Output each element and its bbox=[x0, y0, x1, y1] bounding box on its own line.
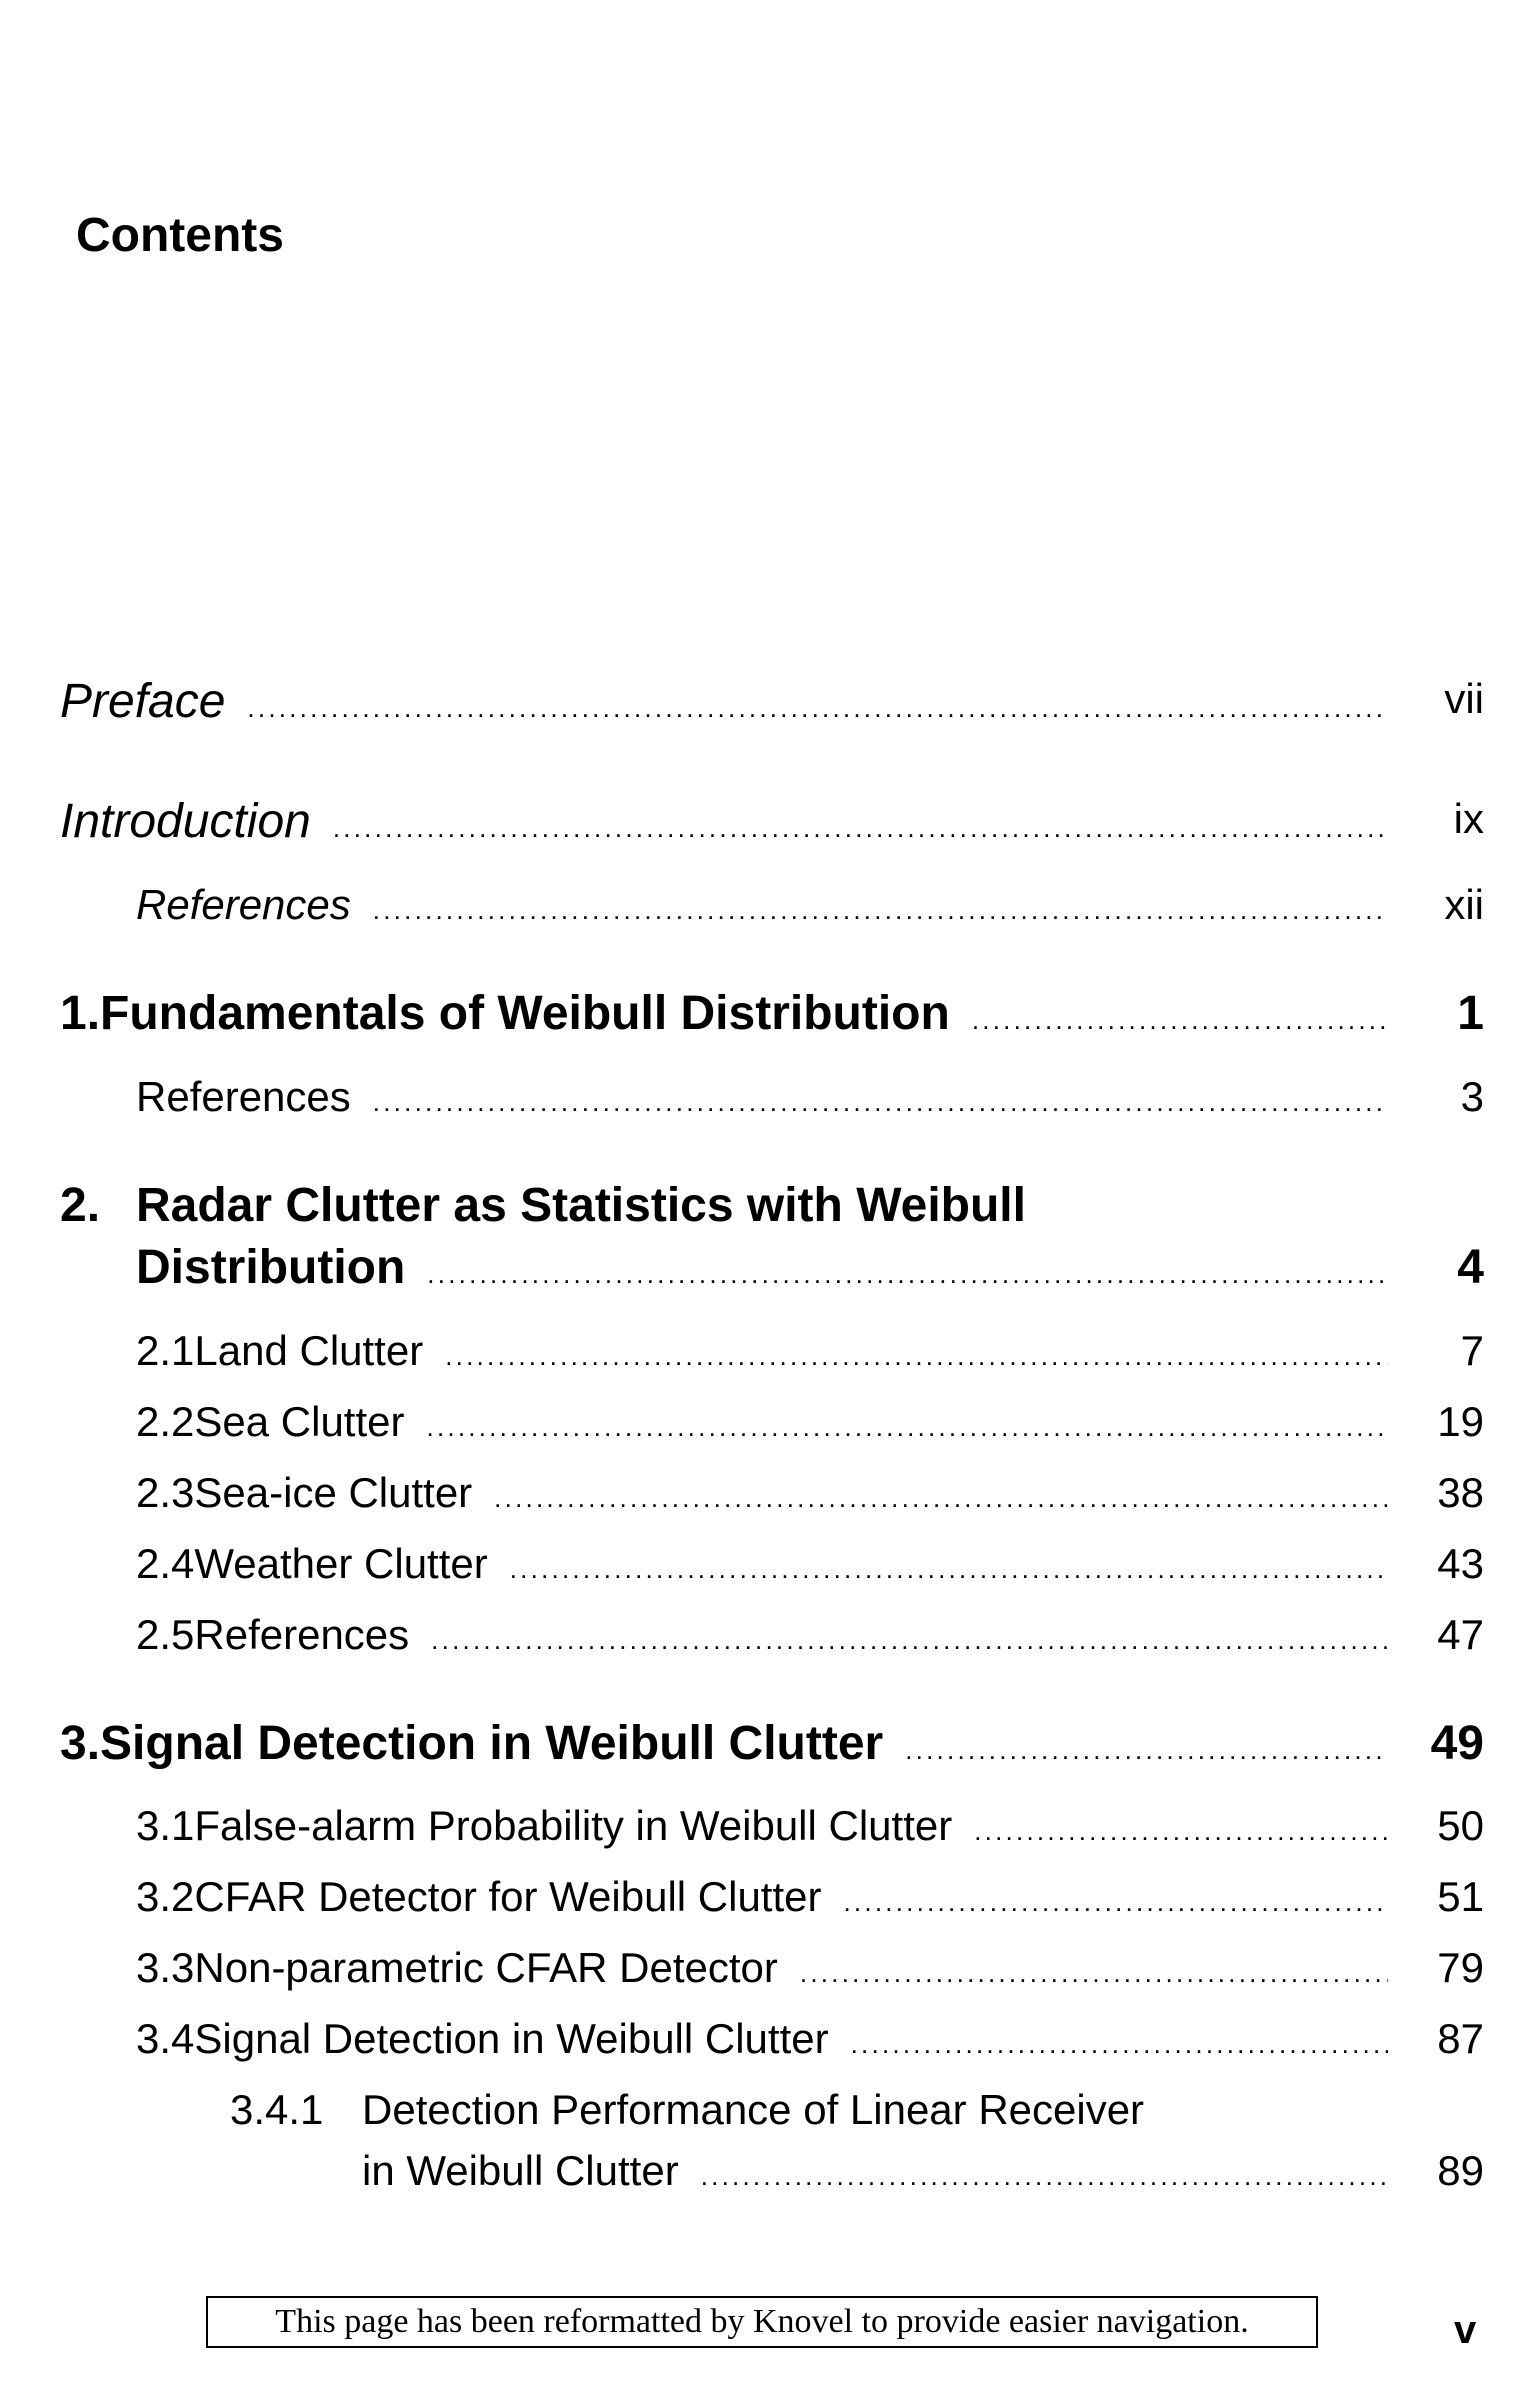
toc-label: Signal Detection in Weibull Clutter bbox=[194, 2015, 829, 2062]
toc-page: 1 bbox=[1457, 987, 1484, 1040]
toc-entry-ch1-references[interactable] bbox=[136, 1073, 1484, 1120]
toc-page: 7 bbox=[1460, 1327, 1484, 1374]
toc-entry-chapter-1[interactable] bbox=[60, 987, 1484, 1040]
toc-number: 2.4 bbox=[136, 1540, 195, 1587]
toc-label: Fundamentals of Weibull Distribution bbox=[100, 987, 950, 1040]
toc-number: 2.5 bbox=[136, 1611, 195, 1658]
leader-dots bbox=[373, 897, 1388, 923]
toc-label: Non-parametric CFAR Detector bbox=[194, 1944, 778, 1991]
toc-label: Detection Performance of Linear Receiver bbox=[362, 2086, 1145, 2133]
leader-dots bbox=[333, 815, 1388, 841]
toc-entry-3-4-1-line1[interactable] bbox=[230, 2086, 1145, 2133]
toc-label: Sea Clutter bbox=[194, 1398, 405, 1445]
leader-dots bbox=[494, 1485, 1388, 1511]
toc-label: Preface bbox=[60, 675, 226, 728]
toc-label: False-alarm Probability in Weibull Clutter bbox=[194, 1802, 953, 1849]
toc-entry-2-4[interactable] bbox=[136, 1540, 1484, 1587]
leader-dots bbox=[427, 1414, 1389, 1440]
toc-number: 3.4.1 bbox=[230, 2086, 324, 2133]
toc-label: References bbox=[136, 1073, 351, 1120]
toc-label: Sea-ice Clutter bbox=[194, 1469, 473, 1516]
toc-number: 3.1 bbox=[136, 1802, 195, 1849]
toc-entry-intro-references[interactable] bbox=[136, 881, 1484, 928]
toc-page: 3 bbox=[1460, 1073, 1484, 1120]
toc-page: 4 bbox=[1457, 1241, 1484, 1294]
leader-dots bbox=[701, 2163, 1388, 2189]
toc-entry-3-3[interactable] bbox=[136, 1944, 1484, 1991]
toc-number: 3.4 bbox=[136, 2015, 195, 2062]
toc-entry-2-3[interactable] bbox=[136, 1469, 1484, 1516]
toc-entry-2-2[interactable] bbox=[136, 1398, 1484, 1445]
toc-label: CFAR Detector for Weibull Clutter bbox=[194, 1873, 822, 1920]
page-title: Contents bbox=[76, 209, 284, 262]
toc-label: References bbox=[194, 1611, 410, 1658]
toc-label: Land Clutter bbox=[194, 1327, 424, 1374]
toc-entry-3-4-1-line2[interactable] bbox=[362, 2147, 1484, 2194]
toc-entry-3-4[interactable] bbox=[136, 2015, 1484, 2062]
knovel-note: This page has been reformatted by Knovel to provide easier navigation. bbox=[206, 2296, 1318, 2348]
leader-dots bbox=[843, 1889, 1388, 1915]
toc-label: Signal Detection in Weibull Clutter bbox=[100, 1717, 884, 1770]
toc-entry-preface[interactable] bbox=[60, 675, 1484, 728]
toc-label: in Weibull Clutter bbox=[362, 2147, 679, 2194]
toc-page: 50 bbox=[1437, 1802, 1484, 1849]
toc-label: Weather Clutter bbox=[194, 1540, 488, 1587]
toc-entry-3-2[interactable] bbox=[136, 1873, 1484, 1920]
toc-number: 2.1 bbox=[136, 1327, 195, 1374]
toc-label: Distribution bbox=[136, 1241, 406, 1294]
toc-page: 49 bbox=[1430, 1717, 1484, 1770]
leader-dots bbox=[972, 1007, 1388, 1033]
toc-entry-introduction[interactable] bbox=[60, 795, 1484, 848]
toc-label: Radar Clutter as Statistics with Weibull bbox=[136, 1179, 1026, 1232]
toc-number: 3.3 bbox=[136, 1944, 195, 1991]
toc-number: 2.2 bbox=[136, 1398, 195, 1445]
toc-page: 19 bbox=[1437, 1398, 1484, 1445]
page-number: v bbox=[1454, 2308, 1477, 2352]
leader-dots bbox=[373, 1089, 1388, 1115]
toc-entry-chapter-2-line1[interactable] bbox=[60, 1179, 1026, 1232]
toc-number: 3. bbox=[60, 1717, 101, 1770]
leader-dots bbox=[431, 1627, 1388, 1653]
leader-dots bbox=[247, 695, 1388, 721]
leader-dots bbox=[974, 1818, 1388, 1844]
leader-dots bbox=[851, 2031, 1388, 2057]
toc-label: References bbox=[136, 881, 351, 928]
toc-page: 43 bbox=[1437, 1540, 1484, 1587]
toc-label: Introduction bbox=[60, 795, 311, 848]
leader-dots bbox=[510, 1556, 1388, 1582]
toc-entry-chapter-2-line2[interactable] bbox=[136, 1241, 1484, 1294]
toc-page: 87 bbox=[1437, 2015, 1484, 2062]
toc-page: 47 bbox=[1437, 1611, 1484, 1658]
leader-dots bbox=[800, 1960, 1388, 1986]
toc-entry-3-1[interactable] bbox=[136, 1802, 1484, 1849]
toc-page: 79 bbox=[1437, 1944, 1484, 1991]
toc-number: 1. bbox=[60, 987, 101, 1040]
leader-dots bbox=[427, 1261, 1388, 1287]
toc-page: 51 bbox=[1437, 1873, 1484, 1920]
toc-entry-2-1[interactable] bbox=[136, 1327, 1484, 1374]
toc-page: xii bbox=[1444, 881, 1484, 928]
toc-page: vii bbox=[1444, 675, 1484, 722]
leader-dots bbox=[905, 1737, 1388, 1763]
toc-number: 2.3 bbox=[136, 1469, 195, 1516]
leader-dots bbox=[445, 1343, 1388, 1369]
toc-page: 89 bbox=[1437, 2147, 1484, 2194]
toc-number: 2. bbox=[60, 1179, 101, 1232]
toc-page: ix bbox=[1453, 795, 1484, 842]
toc-page: 38 bbox=[1437, 1469, 1484, 1516]
toc-entry-2-5[interactable] bbox=[136, 1611, 1484, 1658]
toc-entry-chapter-3[interactable] bbox=[60, 1717, 1484, 1770]
toc-number: 3.2 bbox=[136, 1873, 195, 1920]
